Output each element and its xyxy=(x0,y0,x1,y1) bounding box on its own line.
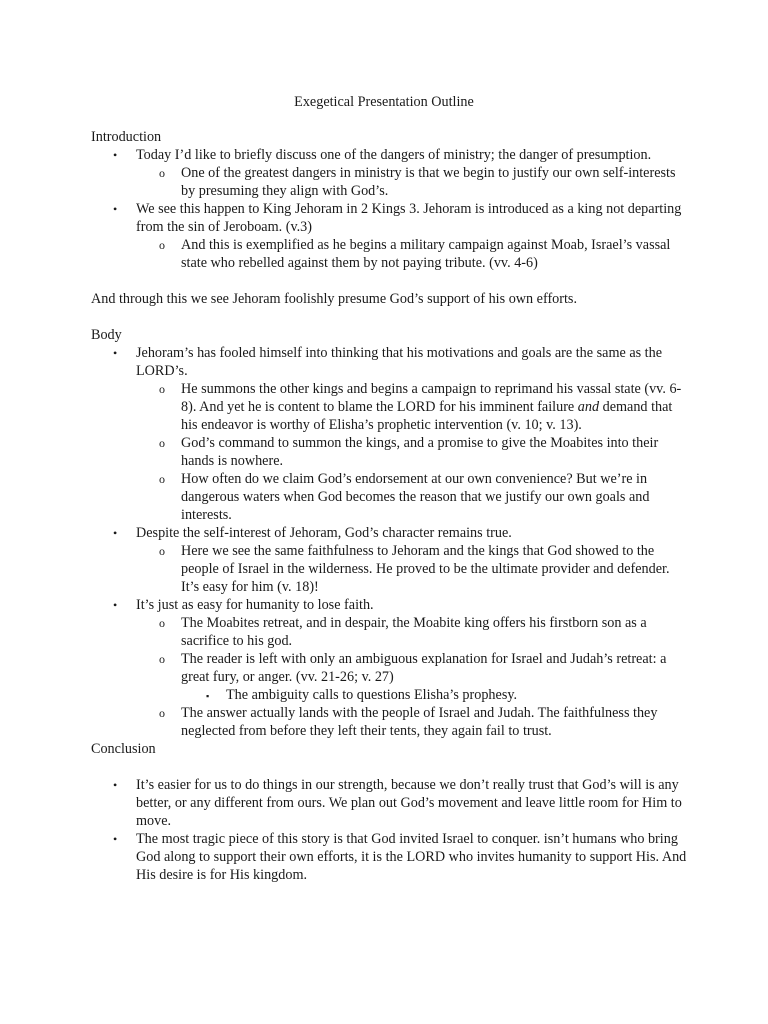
list-item-text: The answer actually lands with the people of Israel and Judah. The faithfulness they neglected from before they left their tents, they again fail to trust. xyxy=(181,705,658,739)
conclusion-heading: Conclusion xyxy=(91,741,156,757)
document-title: Exegetical Presentation Outline xyxy=(294,94,474,110)
list-item xyxy=(91,344,691,380)
bullet-disc: • xyxy=(113,598,118,612)
list-item xyxy=(91,164,691,200)
list-item xyxy=(91,470,691,524)
bullet-circle: o xyxy=(159,472,165,486)
list-item xyxy=(91,236,691,272)
bullet-disc: • xyxy=(113,202,118,216)
list-item xyxy=(91,200,691,236)
document-body xyxy=(91,128,691,884)
list-item xyxy=(91,434,691,470)
bullet-disc: • xyxy=(113,148,118,162)
list-item-text: The ambiguity calls to questions Elisha’s prophesy. xyxy=(226,687,518,703)
bullet-circle: o xyxy=(159,238,165,252)
list-item-text: The Moabites retreat, and in despair, the Moabite king offers his firstborn son as a sacrifice to his god. xyxy=(181,615,647,649)
bullet-disc: • xyxy=(113,526,118,540)
body-heading: Body xyxy=(91,327,122,343)
bullet-circle: o xyxy=(159,166,165,180)
introduction-closing: And through this we see Jehoram foolishly presume God’s support of his own efforts. xyxy=(91,291,577,307)
bullet-circle: o xyxy=(159,706,165,720)
bullet-circle: o xyxy=(159,436,165,450)
list-item-text: The most tragic piece of this story is that God invited Israel to conquer. isn’t humans who bring God along to support their own efforts, it is the LORD who invites humanity to support His. And His desire is for His kingdom. xyxy=(136,831,687,883)
bullet-circle: o xyxy=(159,652,165,666)
list-item-text: We see this happen to King Jehoram in 2 Kings 3. Jehoram is introduced as a king not departing from the sin of Jeroboam. (v.3) xyxy=(136,201,682,235)
bullet-circle: o xyxy=(159,616,165,630)
list-item-text: One of the greatest dangers in ministry is that we begin to justify our own self-interests by presuming they align with God’s. xyxy=(181,165,676,199)
introduction-list xyxy=(91,146,691,272)
list-item xyxy=(91,542,691,596)
list-item-text: Despite the self-interest of Jehoram, God’s character remains true. xyxy=(136,525,512,541)
conclusion-list xyxy=(91,776,691,884)
list-item-text: Today I’d like to briefly discuss one of the dangers of ministry; the danger of presumption. xyxy=(136,147,652,163)
list-item xyxy=(91,524,691,542)
body-list xyxy=(91,344,691,740)
list-item xyxy=(91,596,691,614)
list-item xyxy=(91,650,691,686)
list-item xyxy=(91,776,691,830)
list-item-text: The reader is left with only an ambiguous explanation for Israel and Judah’s retreat: a great fury, or anger. (vv. 21-26; v. 27) xyxy=(181,651,667,685)
introduction-heading: Introduction xyxy=(91,129,162,145)
bullet-disc: • xyxy=(113,832,118,846)
list-item-text: It’s just as easy for humanity to lose faith. xyxy=(136,597,374,613)
list-item xyxy=(91,380,691,434)
list-item-text: How often do we claim God’s endorsement at our own convenience? But we’re in dangerous waters when God becomes the reason that we justify our own goals and interests. xyxy=(181,471,650,523)
list-item-text: He summons the other kings and begins a campaign to reprimand his vassal state (vv. 6-8). And yet he is content to blame the LORD for his imminent failure and demand that his endeavor is worthy of Elisha’s prophetic intervention (v. 10; v. 13). xyxy=(181,381,682,433)
list-item xyxy=(91,686,691,704)
list-item xyxy=(91,146,691,164)
bullet-disc: • xyxy=(113,346,118,360)
bullet-circle: o xyxy=(159,382,165,396)
list-item xyxy=(91,704,691,740)
list-item-text: God’s command to summon the kings, and a promise to give the Moabites into their hands is nowhere. xyxy=(181,435,659,469)
list-item-text: And this is exemplified as he begins a military campaign against Moab, Israel’s vassal state who rebelled against them by not paying tribute. (vv. 4-6) xyxy=(181,237,671,271)
list-item-text: Jehoram’s has fooled himself into thinking that his motivations and goals are the same as the LORD’s. xyxy=(136,345,663,379)
list-item xyxy=(91,614,691,650)
bullet-square: ▪ xyxy=(206,691,210,701)
bullet-disc: • xyxy=(113,778,118,792)
list-item-text: It’s easier for us to do things in our strength, because we don’t really trust that God’s will is any better, or any different from ours. We plan out God’s movement and leave little room for Him to move. xyxy=(136,777,682,829)
bullet-circle: o xyxy=(159,544,165,558)
list-item-text: Here we see the same faithfulness to Jehoram and the kings that God showed to the people of Israel in the wilderness. He proved to be the ultimate provider and defender. It’s easy for him (v. 18)! xyxy=(181,543,670,595)
list-item xyxy=(91,830,691,884)
